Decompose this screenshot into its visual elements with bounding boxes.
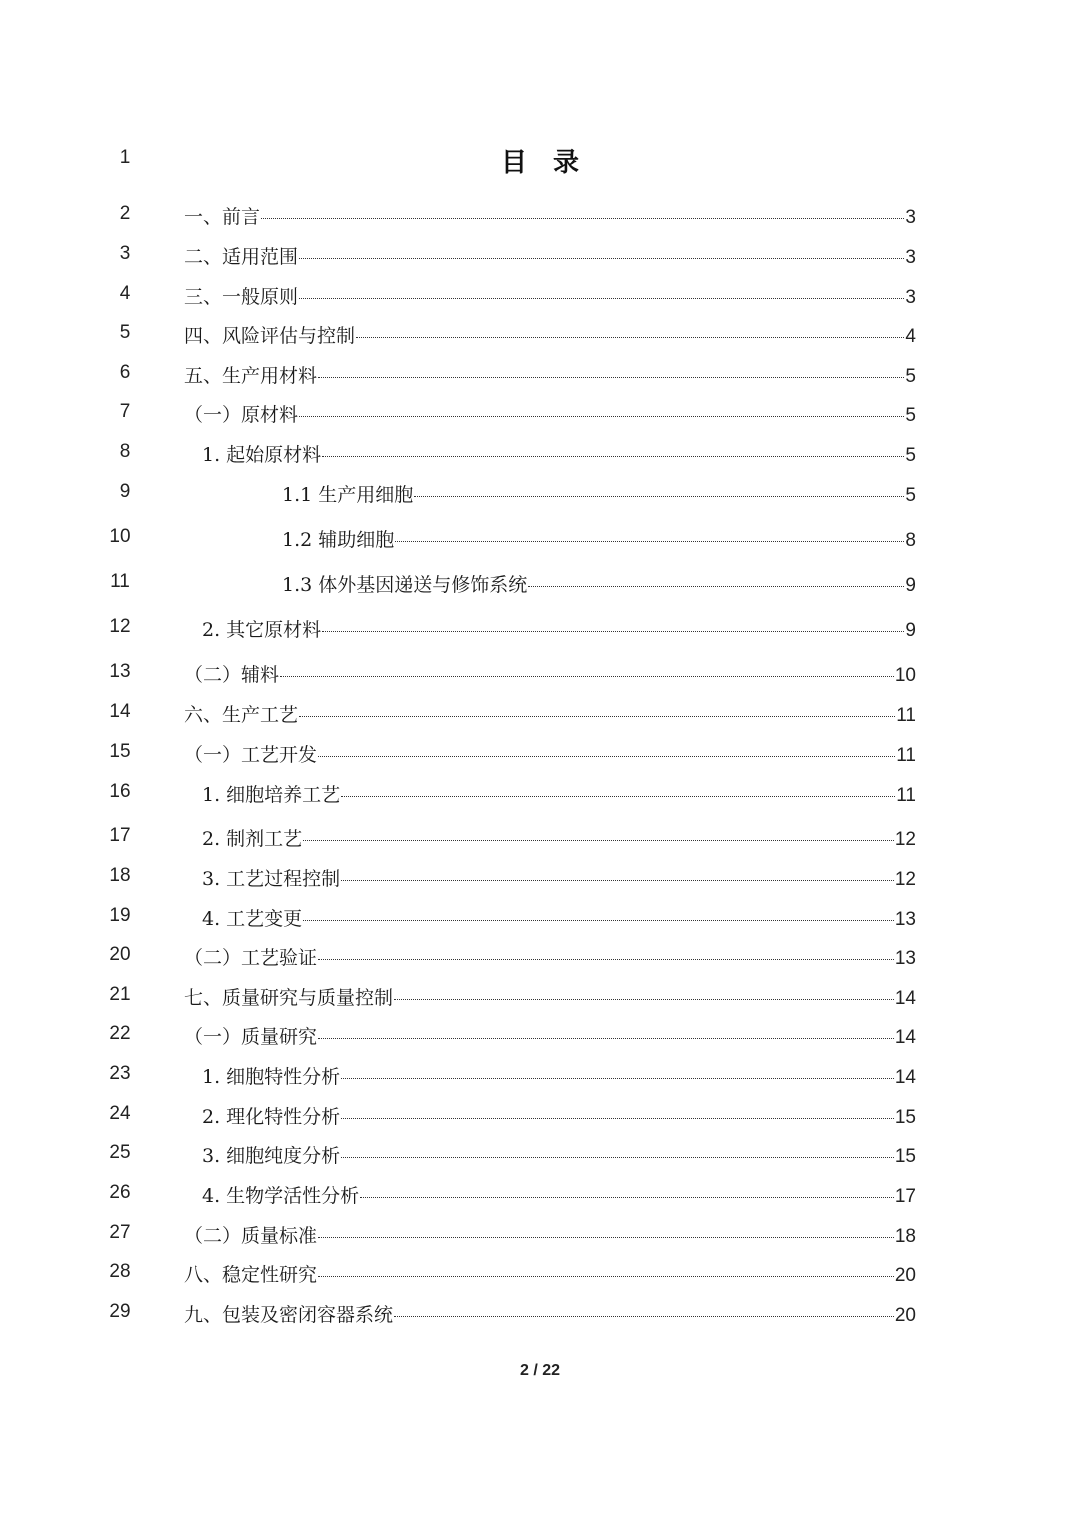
toc-entry-label: （二）质量标准 bbox=[184, 1225, 318, 1247]
line-number: 12 bbox=[109, 616, 131, 637]
toc-entry-page-number: 8 bbox=[905, 530, 916, 551]
toc-entry-page-number: 11 bbox=[896, 745, 916, 766]
line-number: 26 bbox=[109, 1182, 131, 1203]
line-number: 14 bbox=[109, 701, 131, 722]
toc-entry[interactable] bbox=[282, 527, 916, 553]
dot-leader bbox=[322, 456, 904, 457]
line-number: 1 bbox=[119, 147, 131, 168]
toc-entry-label: 4. 生物学活性分析 bbox=[202, 1185, 360, 1207]
dot-leader bbox=[341, 1157, 894, 1158]
toc-entry[interactable] bbox=[202, 906, 916, 932]
line-number: 23 bbox=[109, 1063, 131, 1084]
toc-entry[interactable] bbox=[184, 402, 916, 428]
dot-leader bbox=[299, 298, 904, 299]
line-number: 19 bbox=[109, 905, 131, 926]
line-number: 28 bbox=[109, 1261, 131, 1282]
dot-leader bbox=[395, 541, 904, 542]
toc-entry[interactable] bbox=[184, 662, 916, 688]
dot-leader bbox=[299, 716, 895, 717]
toc-entry-page-number: 9 bbox=[905, 575, 916, 596]
line-number: 4 bbox=[119, 283, 131, 304]
toc-entry-page-number: 5 bbox=[905, 485, 916, 506]
toc-entry-page-number: 12 bbox=[894, 869, 916, 890]
toc-entry-label: 三、一般原则 bbox=[184, 286, 299, 308]
dot-leader bbox=[318, 1237, 894, 1238]
toc-entry-page-number: 4 bbox=[905, 326, 916, 347]
line-number: 29 bbox=[109, 1301, 131, 1322]
dot-leader bbox=[394, 1316, 894, 1317]
toc-entry-page-number: 14 bbox=[894, 988, 916, 1009]
toc-entry[interactable] bbox=[184, 985, 916, 1011]
toc-entry-page-number: 10 bbox=[894, 665, 916, 686]
dot-leader bbox=[299, 258, 904, 259]
toc-entry[interactable] bbox=[282, 572, 916, 598]
line-number: 2 bbox=[119, 203, 131, 224]
dot-leader bbox=[528, 586, 904, 587]
toc-entry[interactable] bbox=[202, 1183, 916, 1209]
toc-entry-label: （一）原材料 bbox=[184, 404, 299, 426]
toc-entry-page-number: 14 bbox=[894, 1027, 916, 1048]
toc-entry[interactable] bbox=[184, 742, 916, 768]
toc-entry-page-number: 15 bbox=[894, 1107, 916, 1128]
toc-entry-label: 1. 细胞培养工艺 bbox=[202, 784, 341, 806]
toc-entry-label: 1.2 辅助细胞 bbox=[282, 529, 395, 551]
dot-leader bbox=[414, 496, 904, 497]
toc-entry-page-number: 3 bbox=[905, 287, 916, 308]
toc-entry-page-number: 5 bbox=[905, 366, 916, 387]
toc-entry-label: 四、风险评估与控制 bbox=[184, 325, 356, 347]
line-number: 10 bbox=[109, 526, 131, 547]
toc-entry-page-number: 5 bbox=[905, 445, 916, 466]
dot-leader bbox=[341, 796, 895, 797]
toc-entry-label: 五、生产用材料 bbox=[184, 365, 318, 387]
dot-leader bbox=[303, 920, 894, 921]
dot-leader bbox=[261, 218, 904, 219]
toc-entry[interactable] bbox=[184, 244, 916, 270]
dot-leader bbox=[341, 1118, 894, 1119]
line-number: 21 bbox=[109, 984, 131, 1005]
toc-entry[interactable] bbox=[184, 323, 916, 349]
toc-entry-page-number: 13 bbox=[894, 909, 916, 930]
toc-entry-label: 1. 起始原材料 bbox=[202, 444, 322, 466]
toc-title: 目录 bbox=[500, 148, 605, 178]
toc-entry[interactable] bbox=[184, 1302, 916, 1328]
toc-entry-label: 3. 工艺过程控制 bbox=[202, 868, 341, 890]
toc-entry-label: 一、前言 bbox=[184, 206, 261, 228]
toc-entry-label: 3. 细胞纯度分析 bbox=[202, 1145, 341, 1167]
toc-entry-page-number: 12 bbox=[894, 829, 916, 850]
toc-entry-page-number: 9 bbox=[905, 620, 916, 641]
toc-entry-label: 1.3 体外基因递送与修饰系统 bbox=[282, 574, 528, 596]
line-number: 16 bbox=[109, 781, 131, 802]
toc-entry-label: 1. 细胞特性分析 bbox=[202, 1066, 341, 1088]
toc-entry-label: （二）辅料 bbox=[184, 664, 280, 686]
dot-leader bbox=[322, 631, 904, 632]
line-number: 6 bbox=[119, 362, 131, 383]
toc-entry-label: 2. 其它原材料 bbox=[202, 619, 322, 641]
toc-entry-page-number: 3 bbox=[905, 207, 916, 228]
line-number: 27 bbox=[109, 1222, 131, 1243]
toc-entry-label: （一）工艺开发 bbox=[184, 744, 318, 766]
toc-entry-page-number: 11 bbox=[896, 705, 916, 726]
toc-entry-page-number: 11 bbox=[896, 785, 916, 806]
toc-entry-page-number: 17 bbox=[894, 1186, 916, 1207]
toc-entry[interactable] bbox=[202, 826, 916, 852]
toc-entry[interactable] bbox=[184, 1262, 916, 1288]
dot-leader bbox=[318, 1038, 894, 1039]
dot-leader bbox=[318, 959, 894, 960]
toc-entry-page-number: 14 bbox=[894, 1067, 916, 1088]
toc-entry-label: 六、生产工艺 bbox=[184, 704, 299, 726]
toc-entry-label: 4. 工艺变更 bbox=[202, 908, 303, 930]
dot-leader bbox=[318, 1276, 894, 1277]
line-number: 7 bbox=[119, 401, 131, 422]
toc-entry[interactable] bbox=[202, 1104, 916, 1130]
line-number: 5 bbox=[119, 322, 131, 343]
line-number: 18 bbox=[109, 865, 131, 886]
dot-leader bbox=[303, 840, 894, 841]
toc-entry[interactable] bbox=[202, 866, 916, 892]
dot-leader bbox=[318, 377, 904, 378]
line-number: 15 bbox=[109, 741, 131, 762]
toc-entry[interactable] bbox=[202, 782, 916, 808]
toc-entry-label: 2. 制剂工艺 bbox=[202, 828, 303, 850]
dot-leader bbox=[280, 676, 894, 677]
line-number: 3 bbox=[119, 243, 131, 264]
dot-leader bbox=[360, 1197, 894, 1198]
toc-entry[interactable] bbox=[184, 1024, 916, 1050]
toc-entry-page-number: 18 bbox=[894, 1226, 916, 1247]
dot-leader bbox=[318, 756, 895, 757]
toc-entry[interactable] bbox=[202, 442, 916, 468]
toc-entry-label: （一）质量研究 bbox=[184, 1026, 318, 1048]
toc-entry[interactable] bbox=[202, 617, 916, 643]
toc-entry-label: 1.1 生产用细胞 bbox=[282, 484, 414, 506]
dot-leader bbox=[299, 416, 904, 417]
line-number: 13 bbox=[109, 661, 131, 682]
dot-leader bbox=[341, 880, 894, 881]
toc-entry-label: 二、适用范围 bbox=[184, 246, 299, 268]
toc-entry[interactable] bbox=[184, 363, 916, 389]
toc-entry-label: 2. 理化特性分析 bbox=[202, 1106, 341, 1128]
line-number: 25 bbox=[109, 1142, 131, 1163]
line-number: 20 bbox=[109, 944, 131, 965]
toc-entry-page-number: 3 bbox=[905, 247, 916, 268]
line-number: 17 bbox=[109, 825, 131, 846]
dot-leader bbox=[341, 1078, 894, 1079]
toc-entry[interactable] bbox=[282, 482, 916, 508]
toc-entry-label: （二）工艺验证 bbox=[184, 947, 318, 969]
line-number: 24 bbox=[109, 1103, 131, 1124]
toc-entry-label: 八、稳定性研究 bbox=[184, 1264, 318, 1286]
line-number: 22 bbox=[109, 1023, 131, 1044]
toc-entry-page-number: 20 bbox=[894, 1265, 916, 1286]
line-number: 9 bbox=[119, 481, 131, 502]
toc-entry[interactable] bbox=[184, 204, 916, 230]
toc-entry[interactable] bbox=[184, 1223, 916, 1249]
toc-entry[interactable] bbox=[184, 284, 916, 310]
toc-entry-page-number: 5 bbox=[905, 405, 916, 426]
line-number: 8 bbox=[119, 441, 131, 462]
toc-entry-page-number: 20 bbox=[894, 1305, 916, 1326]
toc-entry-label: 九、包装及密闭容器系统 bbox=[184, 1304, 394, 1326]
page-number-footer: 2 / 22 bbox=[519, 1362, 561, 1379]
dot-leader bbox=[356, 337, 904, 338]
toc-entry-page-number: 15 bbox=[894, 1146, 916, 1167]
toc-entry[interactable] bbox=[184, 945, 916, 971]
dot-leader bbox=[394, 999, 894, 1000]
toc-entry-label: 七、质量研究与质量控制 bbox=[184, 987, 394, 1009]
toc-entry[interactable] bbox=[184, 702, 916, 728]
toc-entry[interactable] bbox=[202, 1064, 916, 1090]
line-number: 11 bbox=[110, 571, 130, 592]
toc-entry[interactable] bbox=[202, 1143, 916, 1169]
toc-entry-page-number: 13 bbox=[894, 948, 916, 969]
